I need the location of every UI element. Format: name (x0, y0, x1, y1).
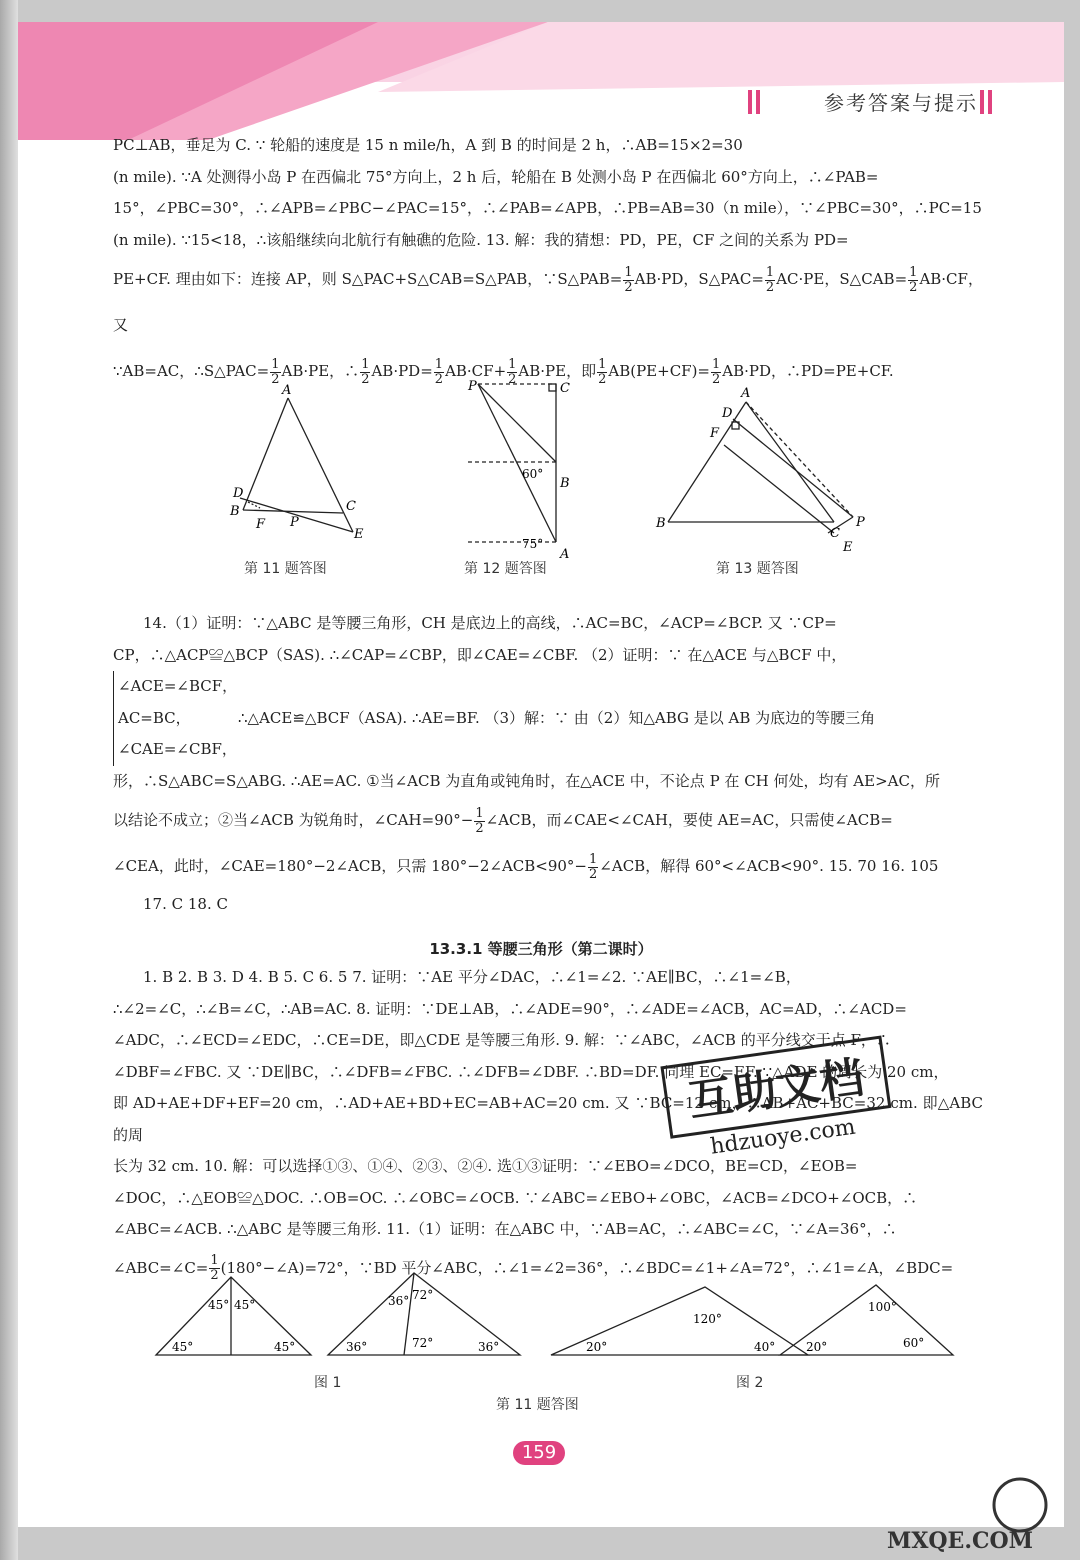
fraction-one-half: $\frac{1}{2}$ (598, 356, 607, 387)
fraction-one-half: $\frac{1}{2}$ (624, 264, 633, 295)
text-span: AB·PD，∴PD=PE+CF. (722, 362, 894, 380)
figure-12-diagram (448, 374, 578, 562)
text-line (118, 703, 983, 735)
angle-label: 36° (388, 1294, 410, 1308)
text-span: ∵AB=AC，∴S△PAC= (113, 362, 270, 380)
text-line: 即 AD+AE+DF+EF=20 cm，∴AD+AE+BD+EC=AB+AC=20 cm. 又 ∵BC=12 cm，∴AB+AC+BC=32 cm. 即△ABC 的周 (113, 1094, 983, 1144)
section-title: 13.3.1 等腰三角形（第二课时） (429, 940, 653, 958)
label-C: C (346, 499, 356, 514)
angle-label: 45° (172, 1340, 194, 1354)
fraction-one-half: $\frac{1}{2}$ (909, 264, 918, 295)
text-line: ∠DOC，∴△EOB≌△DOC. ∴OB=OC. ∴∠OBC=∠OCB. ∵∠ABC=∠EBO+∠OBC，∠ACB=∠DCO+∠OCB，∴ (113, 1188, 918, 1207)
angle-label: 100° (868, 1300, 897, 1314)
label-D: D (722, 406, 733, 421)
text-line: ∠CAE=∠CBF， (118, 740, 237, 758)
text-line (113, 256, 983, 348)
text-span: ∴△ACE≌△BCF（ASA). ∴AE=BF. （3）解：∵ 由（2）知△ABG 是以 AB 为底边的等腰三角 (238, 708, 876, 727)
label-A: A (560, 547, 570, 562)
fraction-one-half: $\frac{1}{2}$ (508, 356, 517, 387)
text-line: 1. B 2. B 3. D 4. B 5. C 6. 5 7. 证明：∵AE 平分∠DAC，∴∠1=∠2. ∵AE∥BC，∴∠1=∠B， (143, 968, 801, 986)
angle-label: 36° (478, 1340, 500, 1354)
text-span: AC·PE，S△CAB= (776, 270, 908, 288)
label-P: P (468, 379, 477, 394)
angle-label: 60° (903, 1336, 925, 1350)
text-span: PE+CF. 理由如下：连接 AP，则 S△PAC+S△CAB=S△PAB，∵S△PAB= (113, 270, 623, 288)
text-span: 以结论不成立；②当∠ACB 为锐角时，∠CAH=90°− (113, 811, 474, 829)
figure-1-caption: 图 1 (314, 1375, 342, 1391)
label-C: C (560, 381, 570, 396)
label-B: B (230, 504, 240, 519)
angle-label: 120° (693, 1312, 722, 1326)
text-span: ∠CEA，此时，∠CAE=180°−2∠ACB，只需 180°−2∠ACB<90°− (113, 857, 588, 875)
text-line: (n mile). ∵15<18，∴该船继续向北航行有触礁的危险. 13. 解：我的猜想：PD，PE，CF 之间的关系为 PD= (113, 230, 849, 249)
fraction-one-half: $\frac{1}{2}$ (475, 805, 484, 836)
fraction-one-half: $\frac{1}{2}$ (765, 264, 775, 295)
watermark-logo (860, 1470, 1060, 1560)
angle-label: 45° (234, 1298, 256, 1312)
header-bar-left-2 (756, 90, 760, 114)
stamp-url: hdzuoye.com (708, 1114, 858, 1160)
label-B: B (656, 516, 666, 531)
text-span: AB·PD= (371, 362, 433, 380)
text-span: AB·PE，即 (518, 362, 597, 380)
text-line (113, 797, 983, 843)
angle-label: 45° (274, 1340, 296, 1354)
text-span: AB·CF，又 (113, 270, 983, 334)
book-spine-shadow (0, 0, 18, 1560)
text-line: ∠ACE=∠BCF， (118, 677, 238, 695)
text-span: AB·CF+ (445, 362, 507, 380)
angle-label: 40° (754, 1340, 776, 1354)
fraction-one-half: $\frac{1}{2}$ (712, 356, 721, 387)
text-line: ∠ABC=∠ACB. ∴△ABC 是等腰三角形. 11.（1）证明：在△ABC 中，∵AB=AC，∴∠ABC=∠C，∵∠A=36°，∴ (113, 1220, 897, 1238)
angle-label: 45° (208, 1298, 230, 1312)
figure-12-caption: 第 12 题答图 (464, 561, 547, 577)
header-title: 参考答案与提示 (824, 91, 978, 115)
answer-paragraph-1 (113, 130, 983, 394)
page-number: 159 (513, 1441, 565, 1465)
angle-label: 72° (412, 1288, 434, 1302)
text-span: ∠ACB，而∠CAE<∠CAH，要使 AE=AC，只需使∠ACB= (485, 811, 893, 829)
figure-13-diagram (648, 377, 878, 555)
fraction-one-half: $\frac{1}{2}$ (434, 356, 444, 387)
text-span: AB(PE+CF)= (608, 362, 710, 380)
book-page (18, 22, 1064, 1527)
fraction-one-half: $\frac{1}{2}$ (271, 356, 280, 387)
text-span: AB·PD，S△PAC= (634, 270, 764, 288)
text-line: 15°，∠PBC=30°，∴∠APB=∠PBC−∠PAC=15°，∴∠PAB=∠APB，∴PB=AB=30（n mile），∵∠PBC=30°，∴PC=15 (113, 199, 982, 217)
figure-13-caption: 第 13 题答图 (716, 561, 799, 577)
text-line: CP，∴△ACP≌△BCP（SAS). ∴∠CAP=∠CBP，即∠CAE=∠CBF. （2）证明：∵ 在△ACE 与△BCF 中， (113, 645, 847, 664)
header-bar-right-2 (988, 90, 992, 114)
label-D: D (233, 486, 244, 501)
angle-label: 72° (412, 1336, 434, 1350)
text-line: 17. C 18. C (143, 895, 228, 913)
label-F: F (256, 517, 266, 532)
system-brace (113, 671, 983, 766)
fraction-one-half: $\frac{1}{2}$ (210, 1253, 219, 1283)
header-decoration (18, 22, 1064, 140)
stamp-text: 互助文档 (685, 1052, 867, 1128)
label-P: P (290, 515, 299, 530)
text-line: (n mile). ∵A 处测得小岛 P 在西偏北 75°方向上，2 h 后，轮船在 B 处测小岛 P 在西偏北 60°方向上，∴∠PAB= (113, 167, 879, 186)
angle-60: 60° (522, 467, 544, 481)
angle-75: 75° (522, 537, 544, 551)
watermark-text: MXQE.COM (886, 1528, 1034, 1554)
answer-paragraph-2 (113, 608, 983, 921)
label-A: A (282, 383, 292, 398)
figure-11-bottom-caption: 第 11 题答图 (496, 1397, 579, 1413)
text-line: ∠DBF=∠FBC. 又 ∵DE∥BC，∴∠DFB=∠FBC. ∴∠DFB=∠DBF. ∴BD=DF. 同理 EC=EF. ∵△ADE 的周长为 20 cm， (113, 1062, 949, 1081)
figure-2-caption: 图 2 (736, 1375, 764, 1391)
fraction-one-half: $\frac{1}{2}$ (361, 356, 370, 387)
header-bar-right (980, 90, 984, 114)
text-span: AB·PE，∴ (281, 362, 360, 380)
label-B: B (560, 476, 570, 491)
angle-label: 20° (806, 1340, 828, 1354)
angle-label: 20° (586, 1340, 608, 1354)
header-bar-left (748, 90, 752, 114)
label-P: P (856, 515, 865, 530)
angle-label: 36° (346, 1340, 368, 1354)
fraction-one-half: $\frac{1}{2}$ (589, 851, 598, 882)
figure-11-triangles (148, 1267, 968, 1362)
text-span: AC=BC， (118, 708, 191, 727)
text-line: ∴∠2=∠C，∴∠B=∠C，∴AB=AC. 8. 证明：∵DE⊥AB，∴∠ADE=90°，∴∠ADE=∠ACB，AC=AD，∴∠ACD= (113, 999, 907, 1018)
text-line: 14.（1）证明：∵△ABC 是等腰三角形，CH 是底边上的高线，∴AC=BC，∠ACP=∠BCP. 又 ∵CP= (143, 614, 837, 632)
label-C: C (830, 526, 840, 541)
label-A: A (741, 386, 751, 401)
text-line (113, 843, 983, 889)
label-E: E (843, 540, 853, 555)
text-line: 长为 32 cm. 10. 解：可以选择①③、①④、②③、②④. 选①③证明：∵∠EBO=∠DCO，BE=CD，∠EOB= (113, 1157, 858, 1175)
stamp-logo (648, 1032, 908, 1172)
text-line: PC⊥AB，垂足为 C. ∵ 轮船的速度是 15 n mile/h，A 到 B 的时间是 2 h，∴AB=15×2=30 (113, 136, 743, 154)
label-F: F (710, 426, 720, 441)
figure-11-caption: 第 11 题答图 (244, 561, 327, 577)
text-span: ∠ACB，解得 60°<∠ACB<90°. 15. 70 16. 105 (599, 857, 939, 875)
text-span: (180°−∠A)=72°，∵BD 平分∠ABC，∴∠1=∠2=36°，∴∠BDC=∠1+∠A=72°，∴∠1=∠A，∠BDC= (220, 1258, 954, 1277)
text-span: ∠ABC=∠C= (113, 1258, 209, 1277)
text-line: 形，∴S△ABC=S△ABG. ∴AE=AC. ①当∠ACB 为直角或钝角时，在△ACE 中，不论点 P 在 CH 何处，均有 AE>AC，所 (113, 771, 940, 790)
figure-11-diagram (218, 380, 368, 545)
label-E: E (354, 527, 364, 542)
text-line: ∠ADC，∴∠ECD=∠EDC，∴CE=DE，即△CDE 是等腰三角形. 9. 解：∵∠ABC，∠ACB 的平分线交于点 F，∴ (113, 1031, 891, 1049)
